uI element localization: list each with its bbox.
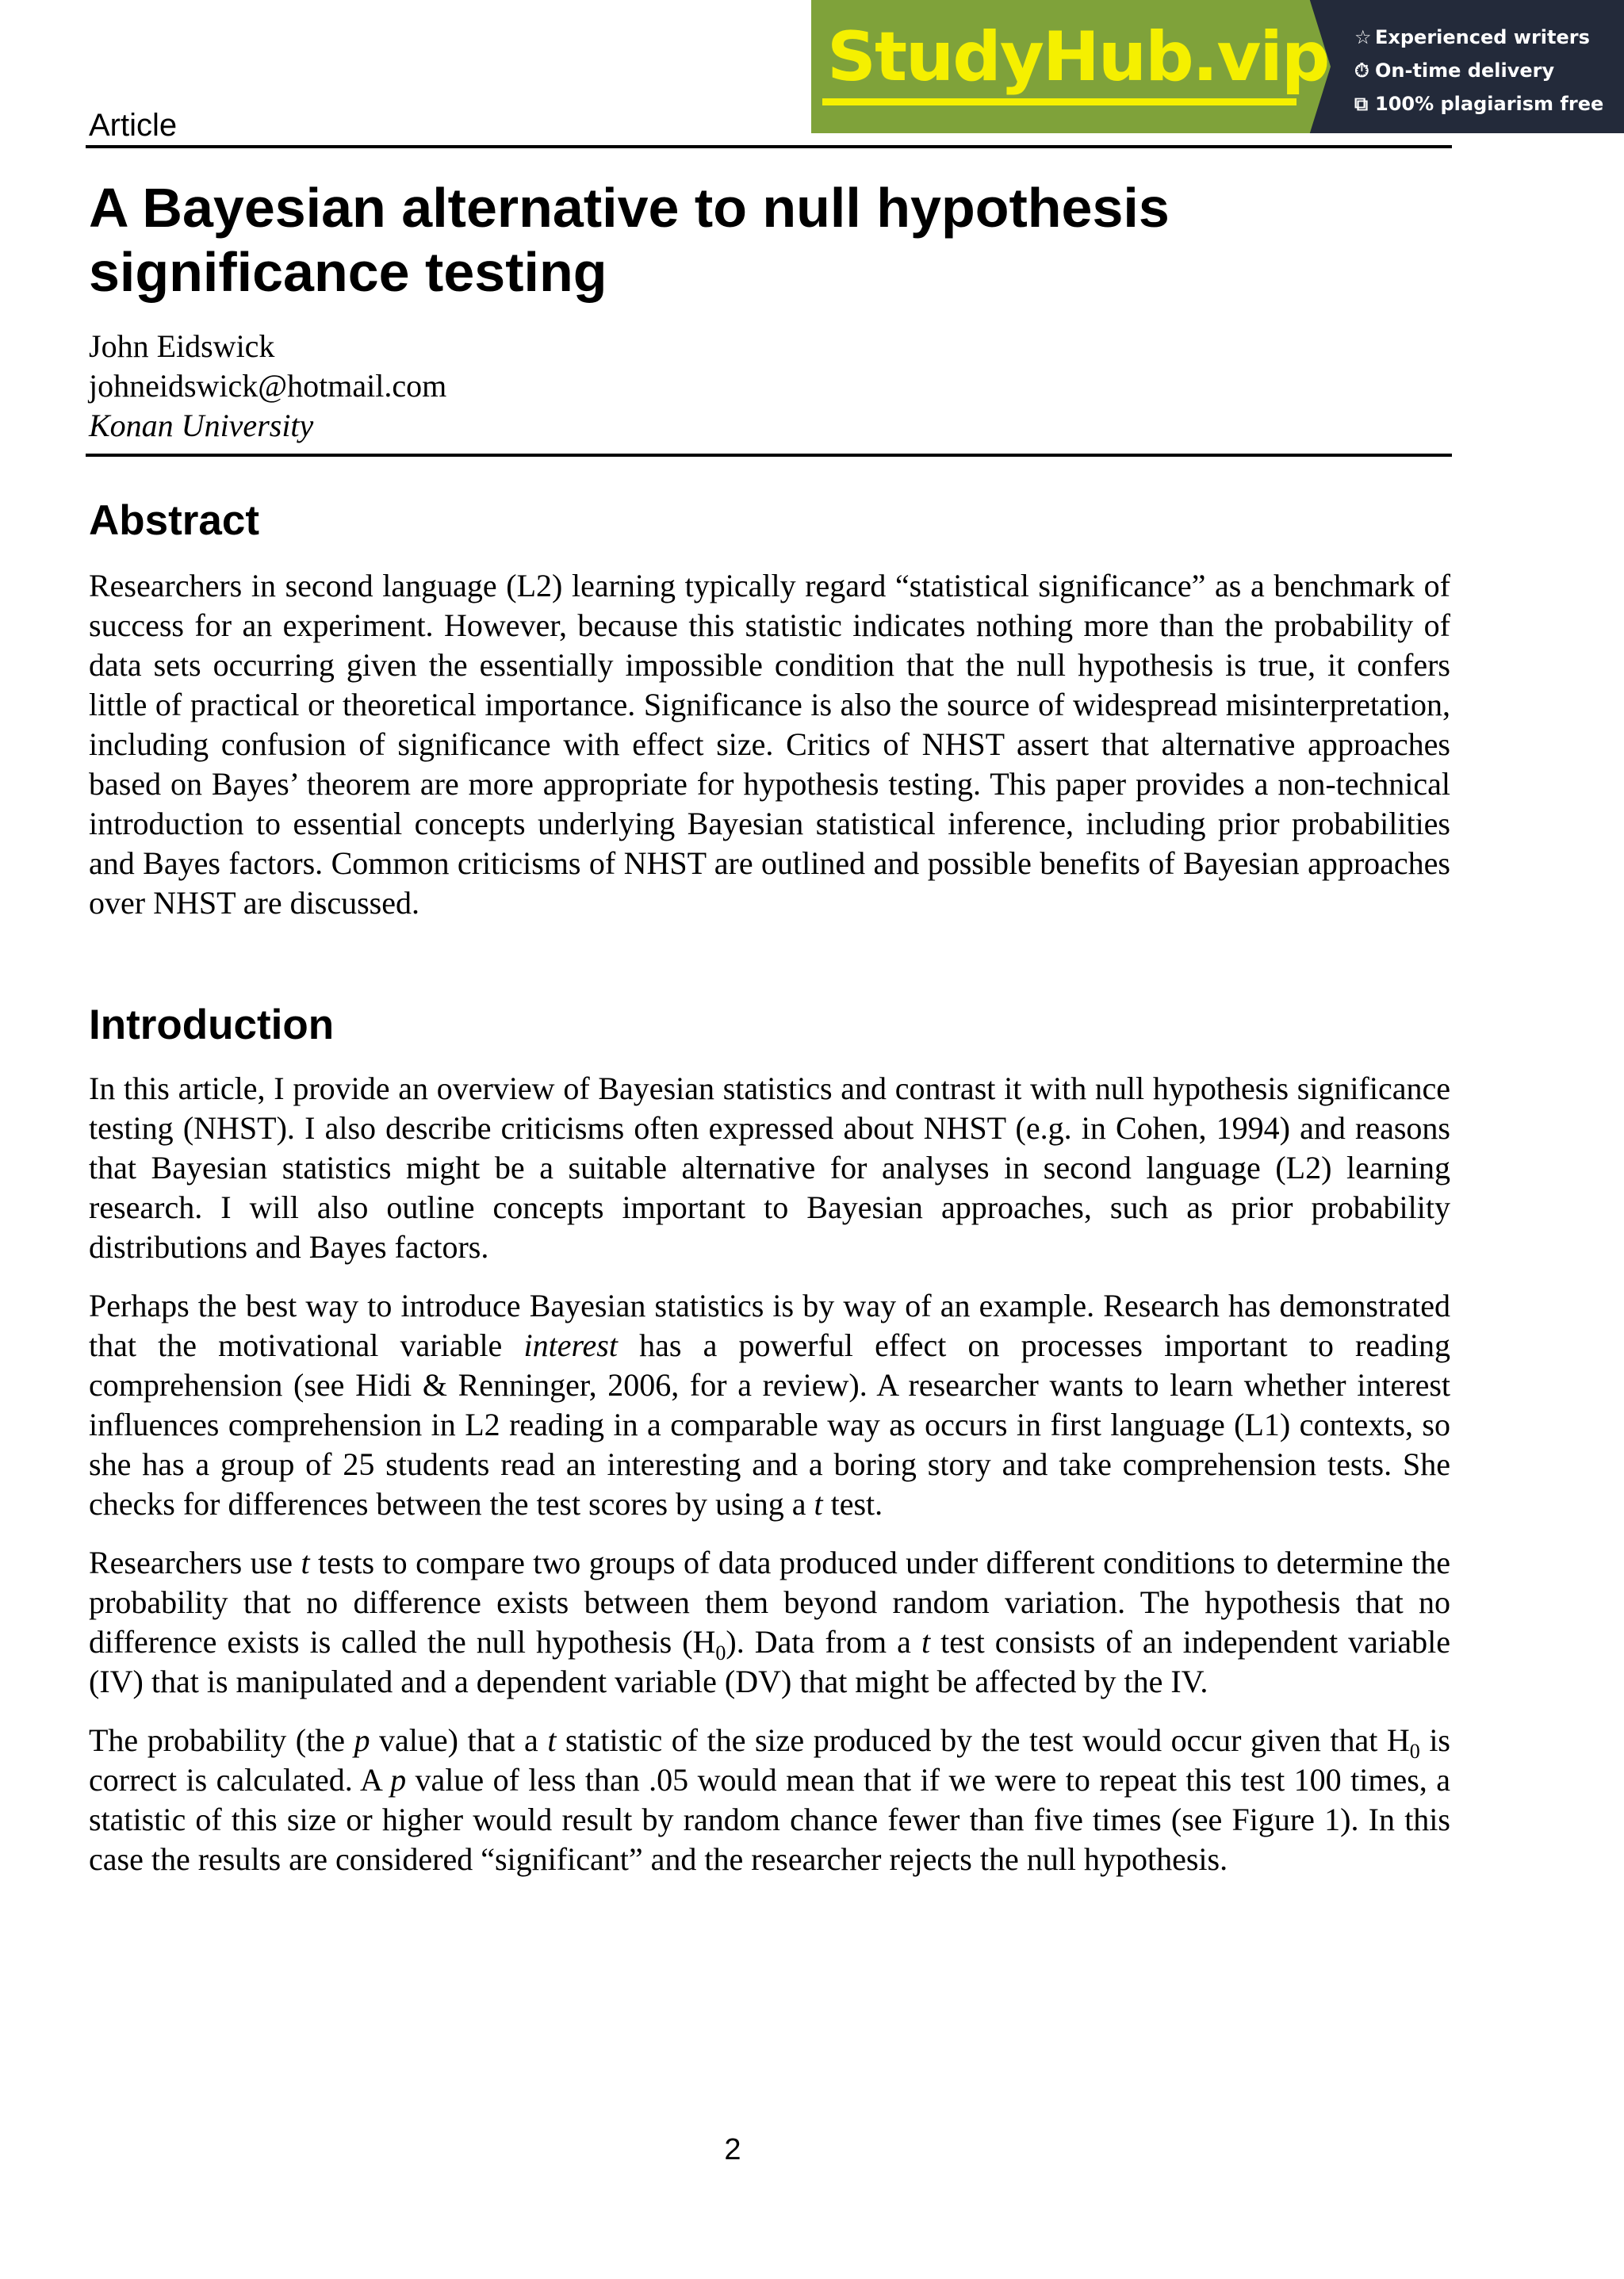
page-title xyxy=(89,176,1170,305)
title-line-2: significance testing xyxy=(89,241,607,303)
text-run: In this article, I provide an overview of Bayesian statistics and contrast it with null hypothesis significance testing (NHST). I also describe criticisms often expressed about NHST (e.g. in Cohen, 1994) and reasons that Bayesian statistics might be a suitable alternative for analyses in second language (L2) learning research. I will also outline concepts important to Bayesian approaches, such as prior probability distributions and Bayes factors. xyxy=(89,1071,1450,1265)
text-run: Researchers use xyxy=(89,1545,301,1580)
perk-on-time-delivery xyxy=(1354,54,1603,87)
paragraph xyxy=(89,1286,1450,1524)
introduction-body xyxy=(89,1069,1450,1898)
italic-term: t xyxy=(301,1545,310,1580)
copy-icon: ⧉ xyxy=(1354,93,1369,115)
paragraph xyxy=(89,1069,1450,1267)
logo-underline xyxy=(822,98,1297,105)
clock-icon: ⏱ xyxy=(1354,59,1369,82)
perk-label: Experienced writers xyxy=(1375,26,1590,48)
article-type-label: Article xyxy=(89,108,178,143)
studyhub-ad-banner[interactable] xyxy=(811,0,1624,133)
subscript: 0 xyxy=(715,1641,726,1664)
perk-experienced-writers xyxy=(1354,21,1603,54)
paragraph xyxy=(89,1721,1450,1879)
text-run: The probability (the xyxy=(89,1722,354,1758)
author-block xyxy=(89,327,446,446)
subscript: 0 xyxy=(1409,1740,1420,1763)
italic-term: p xyxy=(390,1762,407,1798)
italic-term: interest xyxy=(523,1327,618,1363)
abstract-heading: Abstract xyxy=(89,497,260,544)
author-rule xyxy=(86,454,1452,457)
title-line-1: A Bayesian alternative to null hypothesis xyxy=(89,177,1170,239)
star-icon: ☆ xyxy=(1354,26,1372,48)
banner-perks xyxy=(1354,21,1603,121)
text-run: has a powerful effect on processes important to reading comprehension (see Hidi & Renninger, 2006, for a review). A researcher wants to learn whether interest influences comprehension in L2 reading in a comparable way as occurs in first language (L1) contexts, so she has a group of 25 students read an interesting and a boring story and take comprehension tests. She checks for differences between the test scores by using a xyxy=(89,1327,1450,1522)
introduction-heading: Introduction xyxy=(89,1002,335,1048)
author-affiliation: Konan University xyxy=(89,408,314,443)
text-run: test consists of an independent variable (IV) that is manipulated and a dependent variable (DV) that might be affected by the IV. xyxy=(89,1624,1450,1699)
paragraph xyxy=(89,566,1450,923)
page-number: 2 xyxy=(724,2133,741,2166)
perk-plagiarism-free xyxy=(1354,87,1603,121)
text-run: tests to compare two groups of data produced under different conditions to determine the probability that no difference exists between them beyond random variation. The hypothesis that no difference exists is called the null hypothesis (H xyxy=(89,1545,1450,1660)
italic-term: t xyxy=(547,1722,557,1758)
text-run: ). Data from a xyxy=(726,1624,921,1660)
italic-term: t xyxy=(814,1486,823,1522)
perk-label: 100% plagiarism free xyxy=(1375,93,1604,115)
text-run: is correct is calculated. A xyxy=(89,1722,1450,1798)
text-run: value) that a xyxy=(370,1722,548,1758)
italic-term: p xyxy=(354,1722,370,1758)
text-run: statistic of the size produced by the test would occur given that H xyxy=(556,1722,1410,1758)
studyhub-logo: StudyHub.vip xyxy=(827,17,1329,97)
paragraph xyxy=(89,1543,1450,1702)
author-name: John Eidswick xyxy=(89,328,275,364)
author-email: johneidswick@hotmail.com xyxy=(89,368,447,404)
text-run: value of less than .05 would mean that if we were to repeat this test 100 times, a statistic of this size or higher would result by random chance fewer than five times (see Figure 1). In this case the results are considered “significant” and the researcher rejects the null hypothesis. xyxy=(89,1762,1450,1877)
text-run: Perhaps the best way to introduce Bayesian statistics is by way of an example. Research has demonstrated that the motivational variable xyxy=(89,1288,1450,1363)
header-rule xyxy=(86,145,1452,148)
italic-term: t xyxy=(921,1624,931,1660)
text-run: Researchers in second language (L2) learning typically regard “statistical significance” as a benchmark of success for an experiment. However, because this statistic indicates nothing more than the probability of data sets occurring given the essentially impossible condition that the null hypothesis is true, it confers little of practical or theoretical importance. Significance is also the source of widespread misinterpretation, including confusion of significance with effect size. Critics of NHST assert that alternative approaches based on Bayes’ theorem are more appropriate for hypothesis testing. This paper provides a non-technical introduction to essential concepts underlying Bayesian statistical inference, including prior probabilities and Bayes factors. Common criticisms of NHST are outlined and possible benefits of Bayesian approaches over NHST are discussed. xyxy=(89,568,1450,921)
text-run: test. xyxy=(822,1486,883,1522)
abstract-body xyxy=(89,566,1450,942)
perk-label: On-time delivery xyxy=(1375,59,1555,82)
